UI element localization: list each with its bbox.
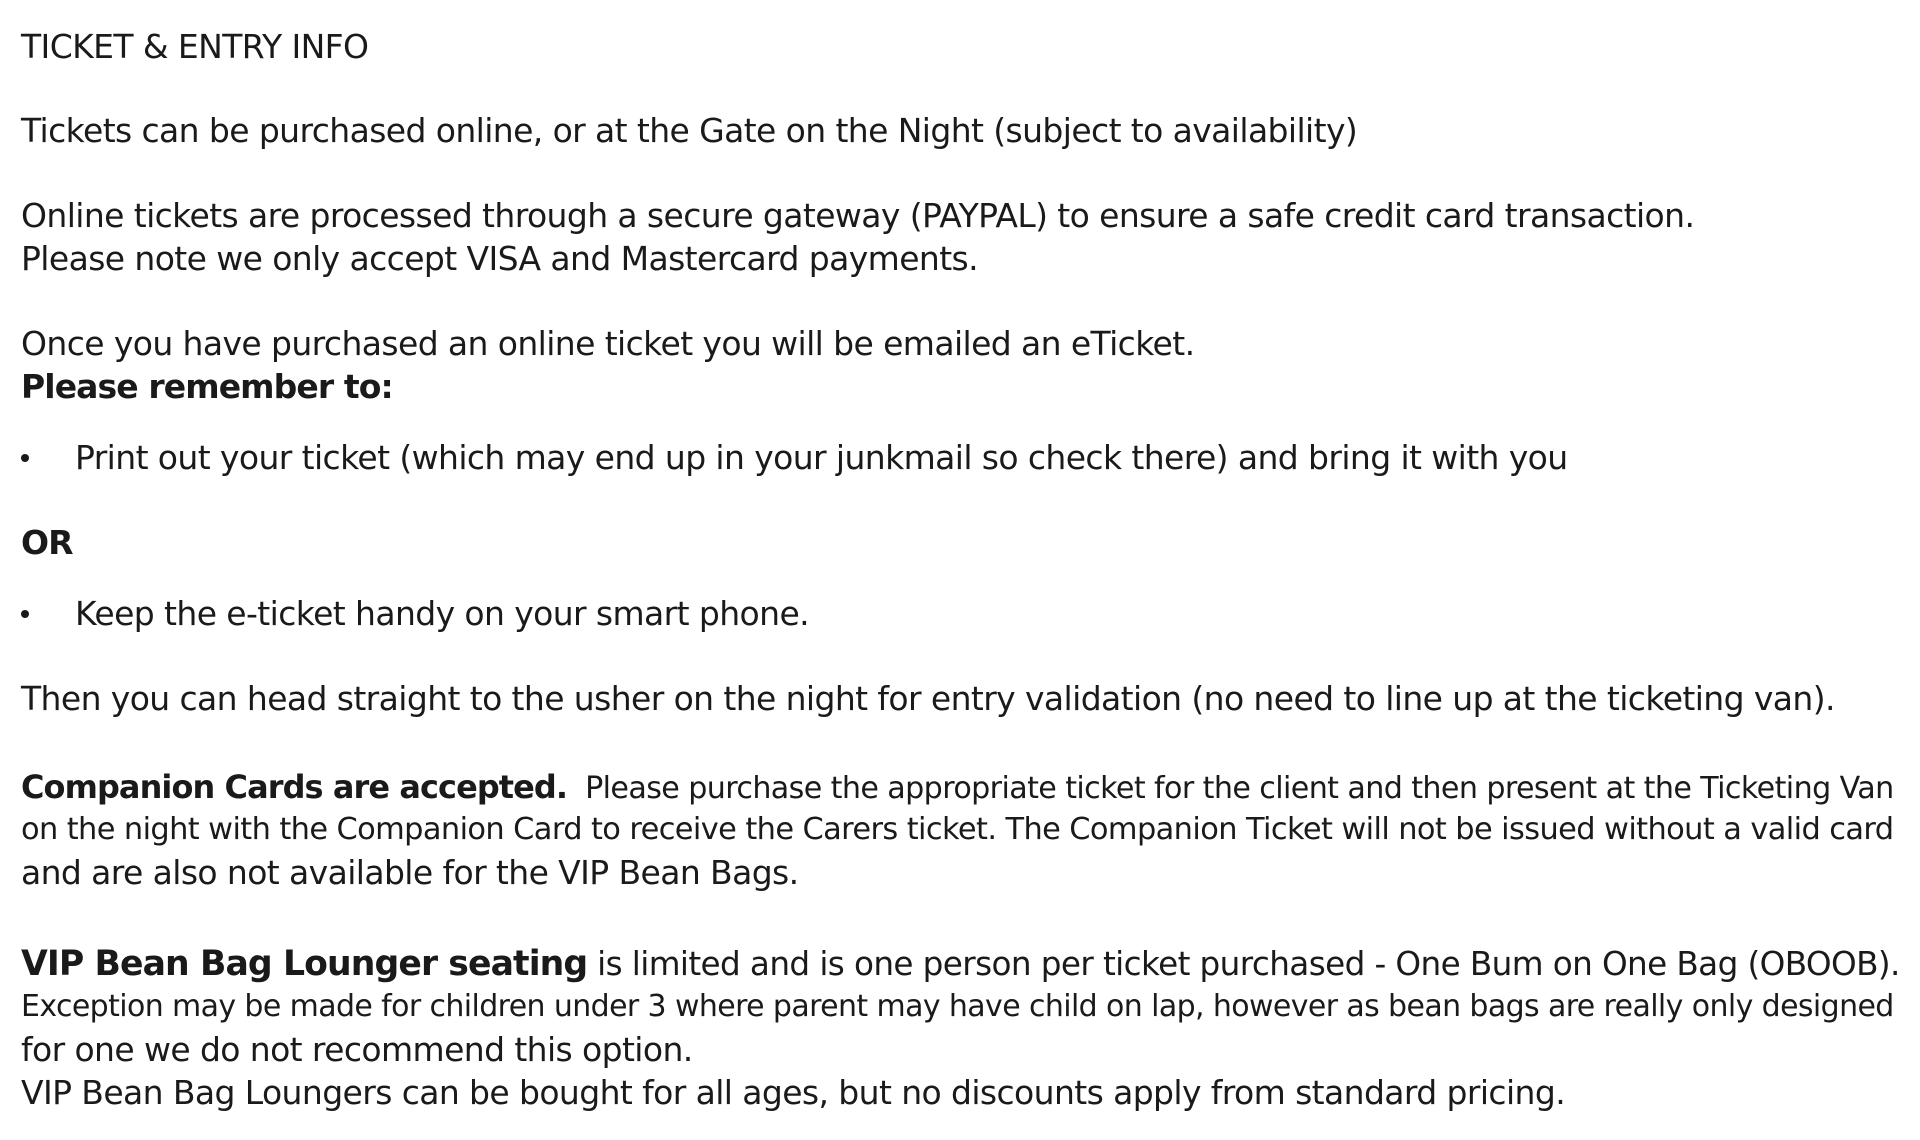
companion-line-3: and are also not available for the VIP Bean Bags. bbox=[21, 853, 799, 892]
vip-text: is limited and is one person per ticket purchased - One Bum on One Bag (OBOOB). bbox=[597, 945, 1900, 983]
payment-cards-text: Please note we only accept VISA and Mastercard payments. bbox=[21, 239, 979, 278]
companion-line-1 bbox=[21, 766, 1894, 810]
list-item-text: Keep the e-ticket handy on your smart phone. bbox=[75, 594, 810, 633]
companion-lead: Companion Cards are accepted. bbox=[21, 768, 568, 806]
vip-line-1 bbox=[21, 943, 1900, 985]
eticket-email-text: Once you have purchased an online ticket you will be emailed an eTicket. bbox=[21, 324, 1195, 363]
bullet-icon bbox=[21, 610, 29, 618]
companion-line-2: on the night with the Companion Card to receive the Carers ticket. The Companion Ticket will not be issued without a valid card bbox=[21, 812, 1894, 847]
vip-line-2: Exception may be made for children under 3 where parent may have child on lap, however as bean bags are really only designed bbox=[21, 989, 1894, 1024]
payment-gateway-text: Online tickets are processed through a secure gateway (PAYPAL) to ensure a safe credit card transaction. bbox=[21, 196, 1695, 235]
purchase-info-text: Tickets can be purchased online, or at the Gate on the Night (subject to availability) bbox=[21, 111, 1358, 150]
entry-validation-text: Then you can head straight to the usher on the night for entry validation (no need to line up at the ticketing van). bbox=[21, 679, 1835, 718]
or-separator: OR bbox=[21, 523, 73, 562]
bullet-icon bbox=[21, 454, 29, 462]
page-title: TICKET & ENTRY INFO bbox=[21, 27, 369, 66]
vip-lead: VIP Bean Bag Lounger seating bbox=[21, 944, 588, 984]
companion-text: Please purchase the appropriate ticket for the client and then present at the Ticketing Van bbox=[585, 771, 1894, 806]
vip-line-3: for one we do not recommend this option. bbox=[21, 1030, 693, 1069]
vip-line-4: VIP Bean Bag Loungers can be bought for all ages, but no discounts apply from standard pricing. bbox=[21, 1073, 1566, 1112]
remember-heading: Please remember to: bbox=[21, 367, 393, 406]
list-item-text: Print out your ticket (which may end up in your junkmail so check there) and bring it with you bbox=[75, 438, 1568, 477]
